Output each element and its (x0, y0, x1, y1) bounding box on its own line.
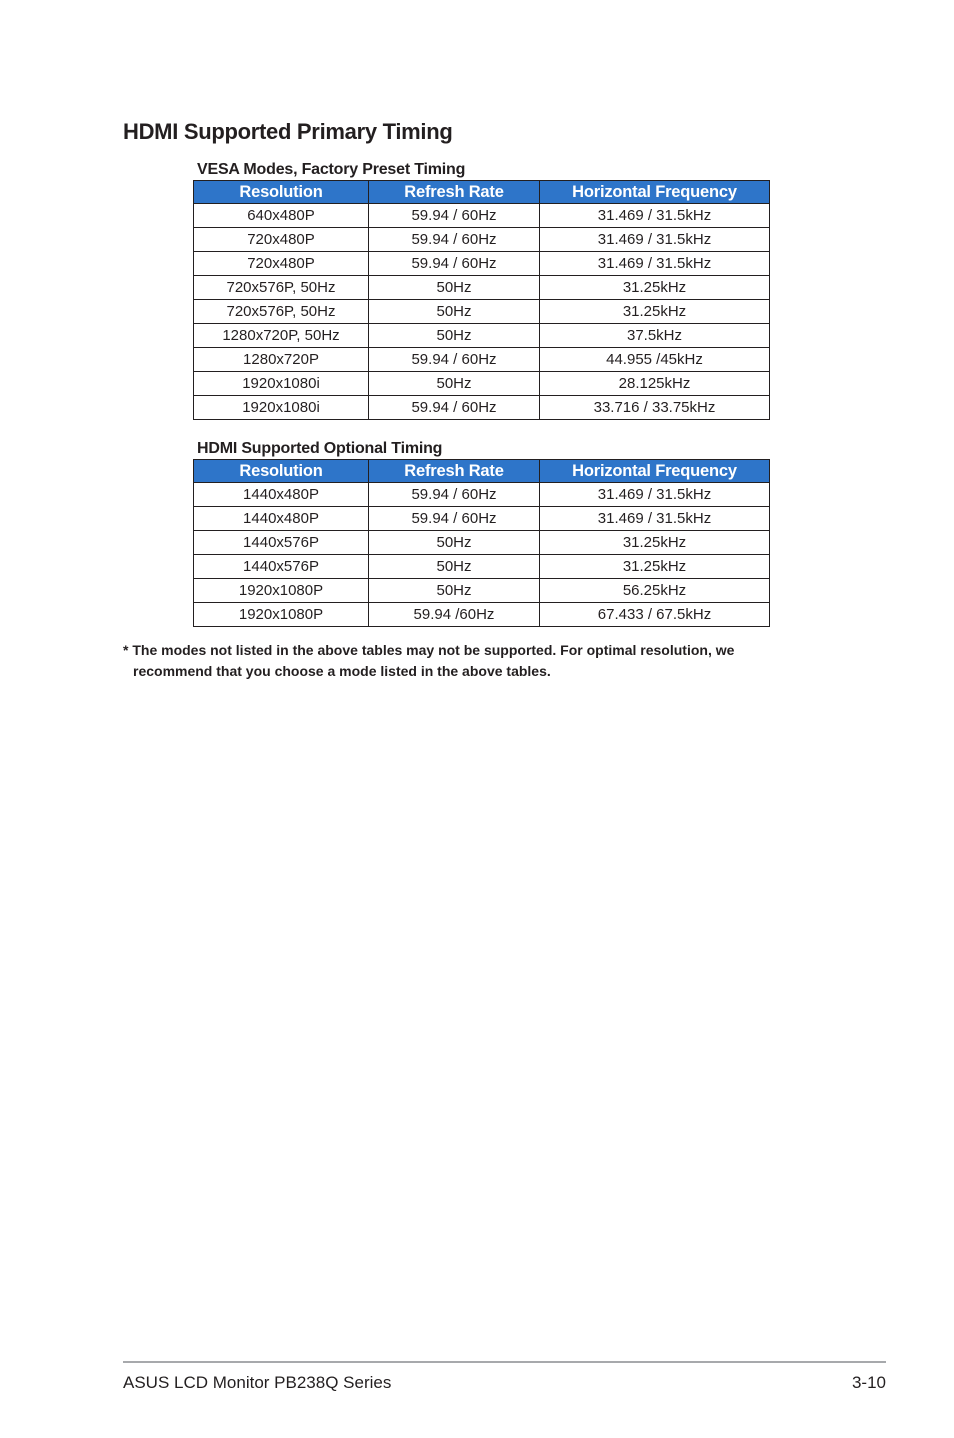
cell-refresh-rate: 59.94 / 60Hz (369, 507, 540, 531)
cell-refresh-rate: 50Hz (369, 276, 540, 300)
cell-refresh-rate: 50Hz (369, 531, 540, 555)
optional-timing-table (193, 459, 770, 627)
header-horizontal-frequency: Horizontal Frequency (540, 181, 770, 204)
cell-horizontal-frequency: 31.25kHz (540, 300, 770, 324)
footnote-line-2: recommend that you choose a mode listed in the above tables. (133, 663, 551, 679)
footer-divider (123, 1361, 886, 1363)
header-refresh-rate: Refresh Rate (369, 181, 540, 204)
cell-horizontal-frequency: 31.469 / 31.5kHz (540, 204, 770, 228)
table-row (194, 507, 770, 531)
table-row (194, 228, 770, 252)
cell-refresh-rate: 59.94 / 60Hz (369, 483, 540, 507)
primary-table-body (194, 204, 770, 420)
header-horizontal-frequency: Horizontal Frequency (540, 460, 770, 483)
cell-resolution: 1440x480P (194, 483, 369, 507)
cell-resolution: 720x576P, 50Hz (194, 300, 369, 324)
cell-refresh-rate: 50Hz (369, 372, 540, 396)
cell-horizontal-frequency: 28.125kHz (540, 372, 770, 396)
table-header-row (194, 460, 770, 483)
cell-horizontal-frequency: 33.716 / 33.75kHz (540, 396, 770, 420)
header-refresh-rate: Refresh Rate (369, 460, 540, 483)
cell-refresh-rate: 50Hz (369, 579, 540, 603)
cell-refresh-rate: 59.94 / 60Hz (369, 228, 540, 252)
table-row (194, 603, 770, 627)
cell-refresh-rate: 50Hz (369, 555, 540, 579)
cell-horizontal-frequency: 31.469 / 31.5kHz (540, 252, 770, 276)
cell-refresh-rate: 50Hz (369, 300, 540, 324)
cell-horizontal-frequency: 67.433 / 67.5kHz (540, 603, 770, 627)
cell-horizontal-frequency: 31.469 / 31.5kHz (540, 228, 770, 252)
cell-refresh-rate: 50Hz (369, 324, 540, 348)
primary-timing-table (193, 180, 770, 420)
footnote (123, 640, 803, 682)
cell-refresh-rate: 59.94 / 60Hz (369, 204, 540, 228)
cell-resolution: 1920x1080i (194, 372, 369, 396)
cell-resolution: 1440x480P (194, 507, 369, 531)
cell-resolution: 1280x720P (194, 348, 369, 372)
cell-horizontal-frequency: 31.25kHz (540, 276, 770, 300)
cell-resolution: 1280x720P, 50Hz (194, 324, 369, 348)
cell-resolution: 1920x1080P (194, 603, 369, 627)
header-resolution: Resolution (194, 181, 369, 204)
table-row (194, 276, 770, 300)
cell-resolution: 640x480P (194, 204, 369, 228)
table-header-row (194, 181, 770, 204)
table-row (194, 324, 770, 348)
cell-resolution: 720x480P (194, 228, 369, 252)
primary-table-caption: VESA Modes, Factory Preset Timing (197, 161, 466, 178)
optional-table-caption: HDMI Supported Optional Timing (197, 440, 443, 457)
primary-timing-section (193, 160, 769, 420)
header-resolution: Resolution (194, 460, 369, 483)
cell-horizontal-frequency: 31.25kHz (540, 555, 770, 579)
cell-horizontal-frequency: 56.25kHz (540, 579, 770, 603)
table-row (194, 252, 770, 276)
cell-resolution: 720x480P (194, 252, 369, 276)
table-row (194, 372, 770, 396)
cell-horizontal-frequency: 31.469 / 31.5kHz (540, 507, 770, 531)
table-row (194, 531, 770, 555)
optional-timing-section (193, 439, 769, 627)
cell-refresh-rate: 59.94 /60Hz (369, 603, 540, 627)
cell-refresh-rate: 59.94 / 60Hz (369, 252, 540, 276)
table-row (194, 300, 770, 324)
footnote-line-1: * The modes not listed in the above tables may not be supported. For optimal resolution, we (123, 642, 735, 658)
footer-product-name: ASUS LCD Monitor PB238Q Series (123, 1373, 392, 1392)
cell-resolution: 1440x576P (194, 531, 369, 555)
page-title: HDMI Supported Primary Timing (123, 119, 453, 144)
cell-horizontal-frequency: 31.25kHz (540, 531, 770, 555)
table-row (194, 483, 770, 507)
table-row (194, 348, 770, 372)
table-row (194, 204, 770, 228)
cell-refresh-rate: 59.94 / 60Hz (369, 348, 540, 372)
optional-table-body (194, 483, 770, 627)
cell-horizontal-frequency: 44.955 /45kHz (540, 348, 770, 372)
table-row (194, 396, 770, 420)
cell-refresh-rate: 59.94 / 60Hz (369, 396, 540, 420)
cell-resolution: 1920x1080P (194, 579, 369, 603)
table-row (194, 555, 770, 579)
cell-resolution: 1440x576P (194, 555, 369, 579)
footer-page-number: 3-10 (851, 1373, 886, 1392)
table-row (194, 579, 770, 603)
cell-resolution: 1920x1080i (194, 396, 369, 420)
cell-horizontal-frequency: 31.469 / 31.5kHz (540, 483, 770, 507)
cell-resolution: 720x576P, 50Hz (194, 276, 369, 300)
cell-horizontal-frequency: 37.5kHz (540, 324, 770, 348)
